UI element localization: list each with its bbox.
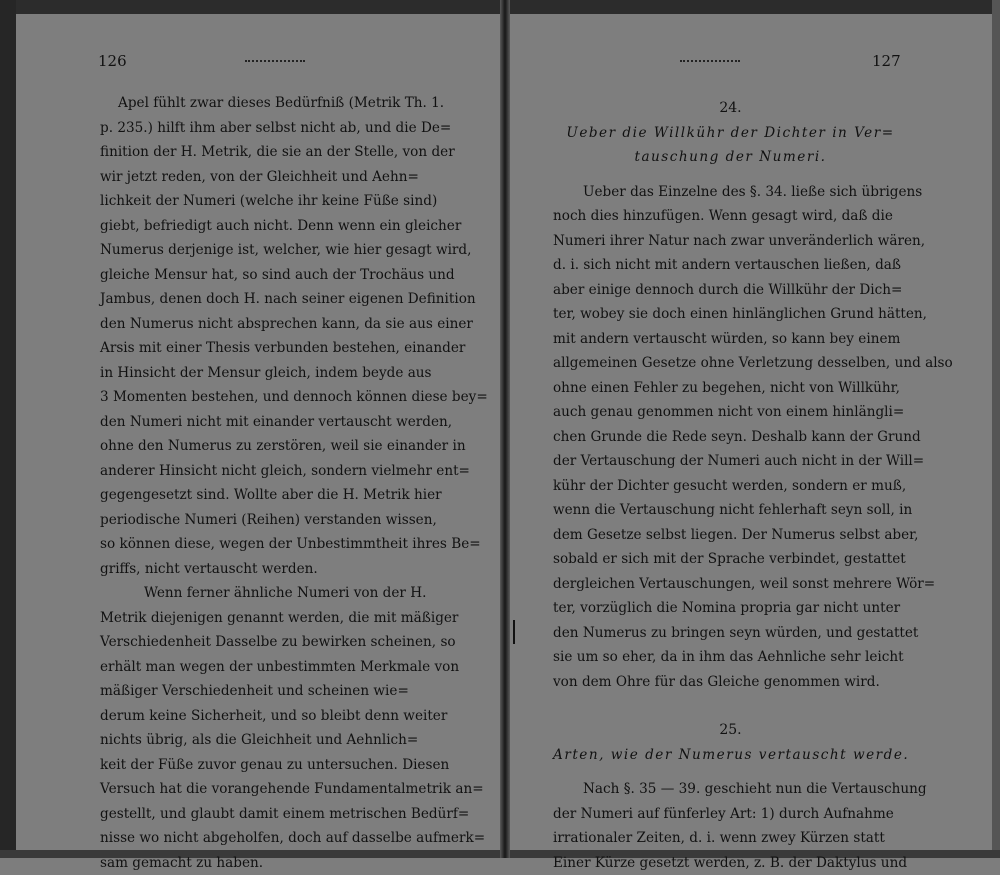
page-edge-left [0,0,16,858]
text-line: 3 Momenten bestehen, und dennoch können diese bey= [100,385,480,410]
text-line: der Numeri auf fünferley Art: 1) durch Aufnahme [553,802,908,827]
text-line: Apel fühlt zwar dieses Bedürfniß (Metrik Th. 1. [100,91,480,116]
right-page-number: 127 [872,52,901,70]
text-line: noch dies hinzufügen. Wenn gesagt wird, daß die [553,204,908,229]
text-line: Metrik diejenigen genannt werden, die mit mäßiger [100,606,480,631]
text-line: allgemeinen Gesetze ohne Verletzung desselben, und also [553,351,908,376]
left-header-ornament [245,60,305,64]
text-line: dem Gesetze selbst liegen. Der Numerus selbst aber, [553,523,908,548]
text-line: Einer Kürze gesetzt werden, z. B. der Daktylus und [553,851,908,875]
text-line: sam gemacht zu haben. [100,851,480,875]
text-line: Nach §. 35 — 39. geschieht nun die Vertauschung [553,777,908,802]
text-line: sobald er sich mit der Sprache verbindet, gestattet [553,547,908,572]
text-line: periodische Numeri (Reihen) verstanden wissen, [100,508,480,533]
text-line: derum keine Sicherheit, und so bleibt denn weiter [100,704,480,729]
text-line: den Numerus nicht absprechen kann, da sie aus einer [100,312,480,337]
section-heading: Ueber die Willkühr der Dichter in Ver= [553,121,908,146]
text-line: Arsis mit einer Thesis verbunden bestehen, einander [100,336,480,361]
left-page-text [100,91,480,875]
right-header-ornament [680,60,740,64]
text-line: von dem Ohre für das Gleiche genommen wird. [553,670,908,695]
text-line: ohne einen Fehler zu begehen, nicht von Willkühr, [553,376,908,401]
text-line: giebt, befriedigt auch nicht. Denn wenn ein gleicher [100,214,480,239]
text-line: irrationaler Zeiten, d. i. wenn zwey Kürzen statt [553,826,908,851]
text-line: gleiche Mensur hat, so sind auch der Trochäus und [100,263,480,288]
text-line: ter, vorzüglich die Nomina propria gar nicht unter [553,596,908,621]
text-line: ter, wobey sie doch einen hinlänglichen Grund hätten, [553,302,908,327]
text-line: wenn die Vertauschung nicht fehlerhaft seyn soll, in [553,498,908,523]
text-line: ohne den Numerus zu zerstören, weil sie einander in [100,434,480,459]
text-line: Wenn ferner ähnliche Numeri von der H. [100,581,480,606]
right-page-text [553,96,908,875]
text-line: Jambus, denen doch H. nach seiner eigenen Definition [100,287,480,312]
text-line: lichkeit der Numeri (welche ihr keine Füße sind) [100,189,480,214]
text-line: Versuch hat die vorangehende Fundamentalmetrik an= [100,777,480,802]
text-line: wir jetzt reden, von der Gleichheit und Aehn= [100,165,480,190]
text-line: der Vertauschung der Numeri auch nicht in der Will= [553,449,908,474]
text-line: so können diese, wegen der Unbestimmtheit ihres Be= [100,532,480,557]
text-line: finition der H. Metrik, die sie an der Stelle, von der [100,140,480,165]
text-line: in Hinsicht der Mensur gleich, indem beyde aus [100,361,480,386]
section-heading: tauschung der Numeri. [553,145,908,170]
text-line: kühr der Dichter gesucht werden, sondern er muß, [553,474,908,499]
text-line: p. 235.) hilft ihm aber selbst nicht ab, und die De= [100,116,480,141]
text-line: dergleichen Vertauschungen, weil sonst mehrere Wör= [553,572,908,597]
text-line: Verschiedenheit Dasselbe zu bewirken scheinen, so [100,630,480,655]
section-number: 25. [553,718,908,743]
text-line: auch genau genommen nicht von einem hinlängli= [553,400,908,425]
text-line: den Numeri nicht mit einander vertauscht werden, [100,410,480,435]
text-line: keit der Füße zuvor genau zu untersuchen. Diesen [100,753,480,778]
text-line: mäßiger Verschiedenheit und scheinen wie= [100,679,480,704]
text-line: Numerus derjenige ist, welcher, wie hier gesagt wird, [100,238,480,263]
text-line: d. i. sich nicht mit andern vertauschen ließen, daß [553,253,908,278]
text-line: griffs, nicht vertauscht werden. [100,557,480,582]
left-page-number: 126 [98,52,127,70]
section-heading: Arten, wie der Numerus vertauscht werde. [553,743,908,768]
text-line: chen Grunde die Rede seyn. Deshalb kann der Grund [553,425,908,450]
text-line: Numeri ihrer Natur nach zwar unveränderlich wären, [553,229,908,254]
section-number: 24. [553,96,908,121]
text-line: sie um so eher, da in ihm das Aehnliche sehr leicht [553,645,908,670]
text-line: gestellt, und glaubt damit einem metrischen Bedürf= [100,802,480,827]
page-edge-right [992,0,1000,858]
book-gutter [500,0,510,858]
text-line: mit andern vertauscht würden, so kann bey einem [553,327,908,352]
text-line: gegengesetzt sind. Wollte aber die H. Metrik hier [100,483,480,508]
text-line: den Numerus zu bringen seyn würden, und gestattet [553,621,908,646]
text-line: anderer Hinsicht nicht gleich, sondern vielmehr ent= [100,459,480,484]
section-gap [553,694,908,718]
text-line: Ueber das Einzelne des §. 34. ließe sich übrigens [553,180,908,205]
text-line: erhält man wegen der unbestimmten Merkmale von [100,655,480,680]
text-line: nichts übrig, als die Gleichheit und Aehnlich= [100,728,480,753]
text-line: aber einige dennoch durch die Willkühr der Dich= [553,278,908,303]
text-line: nisse wo nicht abgeholfen, doch auf dasselbe aufmerk= [100,826,480,851]
margin-mark [513,620,515,644]
